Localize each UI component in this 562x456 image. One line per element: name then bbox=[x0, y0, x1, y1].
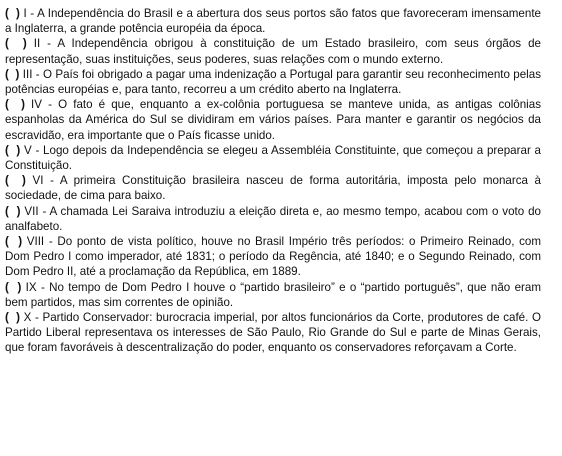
statement-text: VI - A primeira Constituição brasileira nasceu de forma autoritária, imposta pelo monarca à sociedade, de cima para baixo. bbox=[5, 174, 541, 203]
answer-blank[interactable]: ( ) bbox=[5, 174, 26, 188]
answer-blank[interactable]: ( ) bbox=[5, 7, 20, 20]
statement-text: IV - O fato é que, enquanto a ex-colônia portuguesa se manteve unida, as antigas colônias espanholas da América do Sul se dividiram em vários países. Para manter e garantir os negócios da escravidão, era importante que o País ficasse unido. bbox=[5, 98, 542, 142]
statements-list bbox=[5, 6, 541, 356]
statement-item-3 bbox=[5, 67, 541, 97]
statement-item-10 bbox=[5, 310, 541, 356]
statement-text: VII - A chamada Lei Saraiva introduziu a eleição direta e, ao mesmo tempo, acabou com o voto do analfabeto. bbox=[5, 204, 541, 233]
statement-item-9 bbox=[5, 280, 541, 310]
statement-text: II - A Independência obrigou à constituição de um Estado brasileiro, com seus órgãos de representação, suas instituições, seus poderes, suas relações com o mundo externo. bbox=[5, 37, 541, 66]
answer-blank[interactable]: ( ) bbox=[5, 67, 20, 81]
answer-blank[interactable]: ( ) bbox=[5, 37, 27, 51]
statement-item-2 bbox=[5, 36, 541, 66]
statement-text: III - O País foi obrigado a pagar uma indenização a Portugal para garantir seu reconhecimento pelas potências européias e, para tanto, recorreu a um crédito aberto na Inglaterra. bbox=[5, 67, 541, 97]
statement-item-6 bbox=[5, 173, 541, 203]
answer-blank[interactable]: ( ) bbox=[5, 143, 21, 157]
statement-item-8 bbox=[5, 234, 541, 280]
answer-blank[interactable]: ( ) bbox=[5, 98, 25, 112]
statement-text: V - Logo depois da Independência se elegeu a Assembléia Constituinte, que começou a preparar a Constituição. bbox=[5, 143, 541, 173]
statement-text: IX - No tempo de Dom Pedro I houve o “partido brasileiro” e o “partido português”, que não eram bem partidos, mas sim correntes de opinião. bbox=[5, 280, 541, 309]
answer-blank[interactable]: ( ) bbox=[5, 311, 20, 325]
statement-item-7 bbox=[5, 204, 541, 234]
statement-item-4 bbox=[5, 97, 541, 143]
answer-blank[interactable]: ( ) bbox=[5, 280, 22, 294]
answer-blank[interactable]: ( ) bbox=[5, 204, 21, 218]
statement-text: VIII - Do ponto de vista político, houve no Brasil Império três períodos: o Primeiro Reinado, com Dom Pedro I como imperador, até 1831; o período da Regência, até 1840; e o Segundo Reinado, com Dom Pedro II, até a proclamação da República, em 1889. bbox=[5, 235, 541, 279]
statement-text: X - Partido Conservador: burocracia imperial, por altos funcionários da Corte, produtores de café. O Partido Liberal representava os interesses de São Paulo, Rio Grande do Sul e parte de Minas Gerais, que foram favoráveis à descentralização do poder, enquanto os conservadores reforçavam a Corte. bbox=[5, 311, 541, 355]
answer-blank[interactable]: ( ) bbox=[5, 235, 23, 249]
statement-item-5 bbox=[5, 143, 541, 173]
statement-text: I - A Independência do Brasil e a abertura dos seus portos são fatos que favoreceram imensamente a Inglaterra, a grande potência européia da época. bbox=[5, 7, 541, 36]
statement-item-1 bbox=[5, 6, 541, 36]
